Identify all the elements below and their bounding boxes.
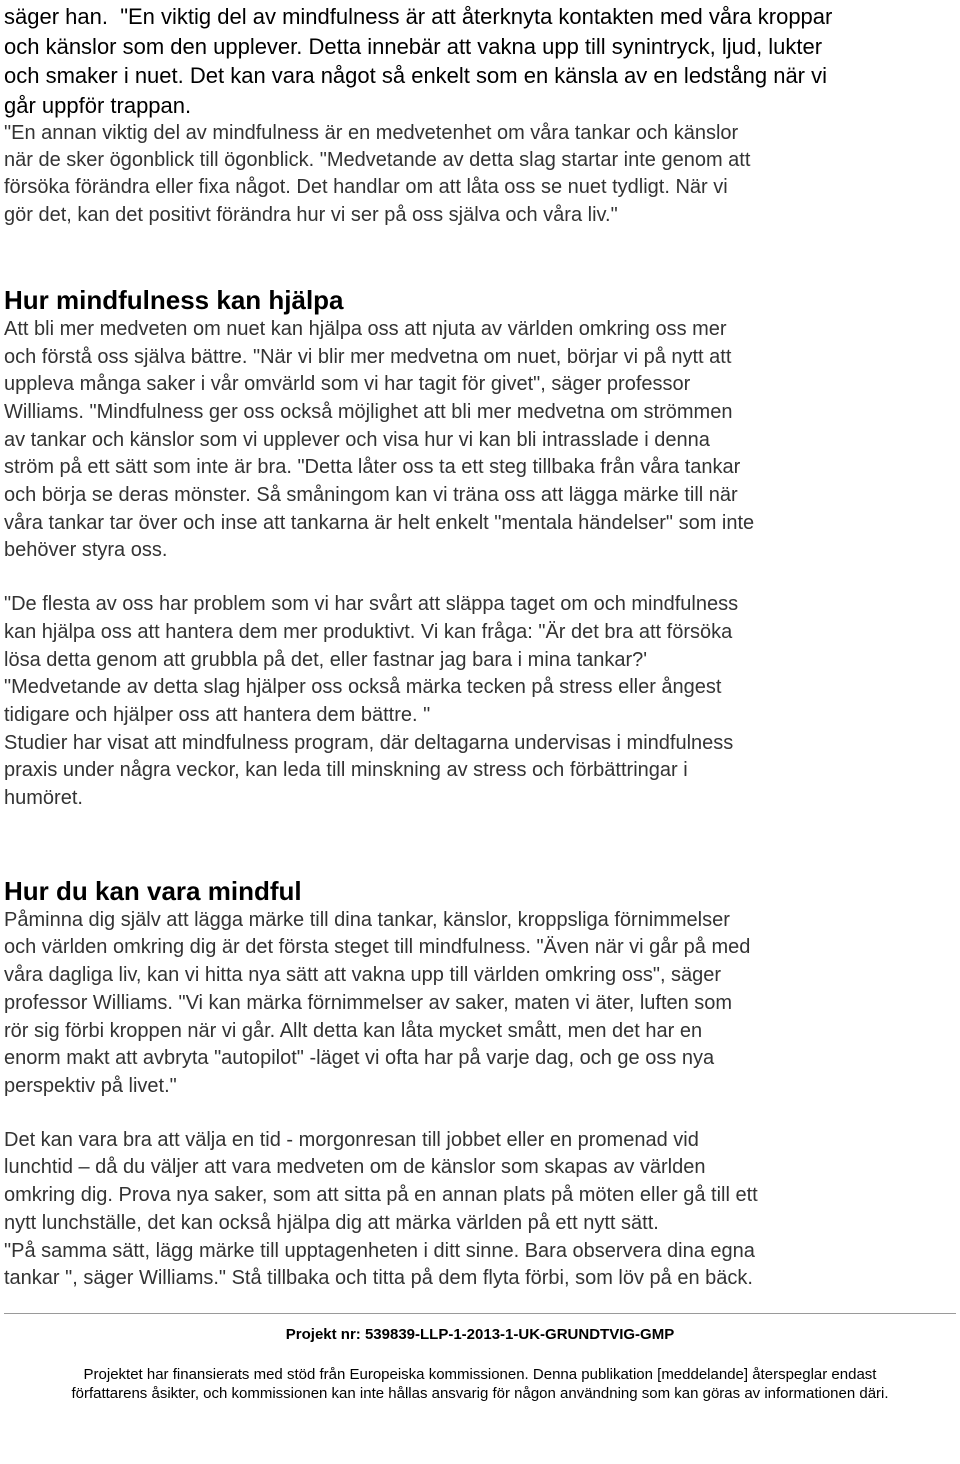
text-line: och smaker i nuet. Det kan vara något så enkelt som en känsla av en ledstång när vi (4, 63, 828, 88)
text-line: Att bli mer medveten om nuet kan hjälpa oss att njuta av världen omkring oss mer (4, 317, 727, 340)
section-heading: Hur mindfulness kan hjälpa (4, 284, 344, 315)
text-line: våra tankar tar över och inse att tankarna är helt enkelt "mentala händelser" som inte (4, 511, 755, 534)
text-line: och känslor som den upplever. Detta innebär att vakna upp till synintryck, ljud, lukter (4, 33, 823, 59)
text-line: humöret. (4, 787, 83, 810)
text-line: nytt lunchställe, det kan också hjälpa dig att märka världen på ett nytt sätt. (4, 1211, 659, 1234)
text-line: "De flesta av oss har problem som vi har svårt att släppa taget om och mindfulness (4, 593, 739, 616)
text-line: när de sker ögonblick till ögonblick. "Medvetande av detta slag startar inte genom att (4, 149, 751, 172)
text-line: tidigare och hjälper oss att hantera dem bättre. " (4, 703, 431, 726)
section-mindfulness-help (4, 284, 956, 813)
text-line: gör det, kan det positivt förändra hur vi ser på oss själva och våra liv." (4, 203, 618, 226)
intro-paragraph-b (4, 120, 956, 229)
text-line: går uppför trappan. (4, 92, 192, 118)
text-line: perspektiv på livet." (4, 1074, 177, 1097)
project-number: Projekt nr: 539839-LLP-1-2013-1-UK-GRUNDTVIG-GMP (285, 1325, 675, 1343)
text-line: "En annan viktig del av mindfulness är en medvetenhet om våra tankar och känslor (4, 122, 739, 144)
text-line: tankar ", säger Williams." Stå tillbaka och titta på dem flyta förbi, som löv på en bäck. (4, 1267, 753, 1290)
text-line: behöver styra oss. (4, 539, 168, 562)
text-line: enorm makt att avbryta "autopilot" -läget vi ofta har på varje dag, och ge oss nya (4, 1047, 715, 1070)
document-page (4, 0, 956, 1403)
text-line: försöka förändra eller fixa något. Det handlar om att låta oss se nuet tydligt. När vi (4, 176, 728, 199)
text-line: av tankar och känslor som vi upplever och visa hur vi kan bli intrasslade i denna (4, 428, 710, 451)
text-line: professor Williams. "Vi kan märka förnimmelser av saker, maten vi äter, luften som (4, 991, 733, 1014)
text-line: Påminna dig själv att lägga märke till dina tankar, känslor, kroppsliga förnimmelser (4, 908, 730, 931)
section-how-to-be-mindful (4, 875, 956, 1293)
funding-disclaimer-line-1: Projektet har finansierats med stöd från Europeiska kommissionen. Denna publikation [meddelande] återspeglar endast (83, 1365, 877, 1383)
section-heading: Hur du kan vara mindful (4, 875, 302, 906)
text-line: rör sig förbi kroppen när vi går. Allt detta kan låta mycket smått, men det har en (4, 1019, 703, 1042)
text-line: säger han. "En viktig del av mindfulness är att återknyta kontakten med våra kroppar (4, 4, 833, 29)
text-line: och förstå oss själva bättre. "När vi blir mer medvetna om nuet, börjar vi på nytt att (4, 345, 732, 368)
text-line: våra dagliga liv, kan vi hitta nya sätt att vakna upp till världen omkring oss", säger (4, 964, 722, 987)
text-line: ström på ett sätt som inte är bra. "Detta låter oss ta ett steg tillbaka från våra tankar (4, 456, 741, 479)
funding-disclaimer-line-2: författarens åsikter, och kommissionen kan inte hållas ansvarig för någon användning som kan göras av informationen däri. (71, 1384, 889, 1402)
text-line: uppleva många saker i vår omvärld som vi har tagit för givet", säger professor (4, 373, 691, 396)
text-line: lunchtid – då du väljer att vara medveten om de känslor som skapas av världen (4, 1156, 706, 1179)
text-line: Det kan vara bra att välja en tid - morgonresan till jobbet eller en promenad vid (4, 1128, 699, 1151)
intro-paragraph-a (4, 0, 956, 120)
text-line: och världen omkring dig är det första steget till mindfulness. "Även när vi går på med (4, 936, 751, 959)
text-line: "På samma sätt, lägg märke till upptagenheten i ditt sinne. Bara observera dina egna (4, 1239, 755, 1262)
text-line: och börja se deras mönster. Så småningom kan vi träna oss att lägga märke till när (4, 484, 738, 507)
text-line: praxis under några veckor, kan leda till minskning av stress och förbättringar i (4, 759, 688, 782)
text-line: "Medvetande av detta slag hjälper oss också märka tecken på stress eller ångest (4, 676, 722, 699)
text-line: lösa detta genom att grubbla på det, eller fastnar jag bara i mina tankar?' (4, 648, 648, 671)
text-line: omkring dig. Prova nya saker, som att sitta på en annan plats på möten eller gå till ett (4, 1184, 758, 1207)
text-line: Williams. "Mindfulness ger oss också möjlighet att bli mer medvetna om strömmen (4, 400, 733, 423)
text-line: Studier har visat att mindfulness program, där deltagarna undervisas i mindfulness (4, 731, 734, 754)
text-line: kan hjälpa oss att hantera dem mer produktivt. Vi kan fråga: "Är det bra att försöka (4, 620, 733, 643)
